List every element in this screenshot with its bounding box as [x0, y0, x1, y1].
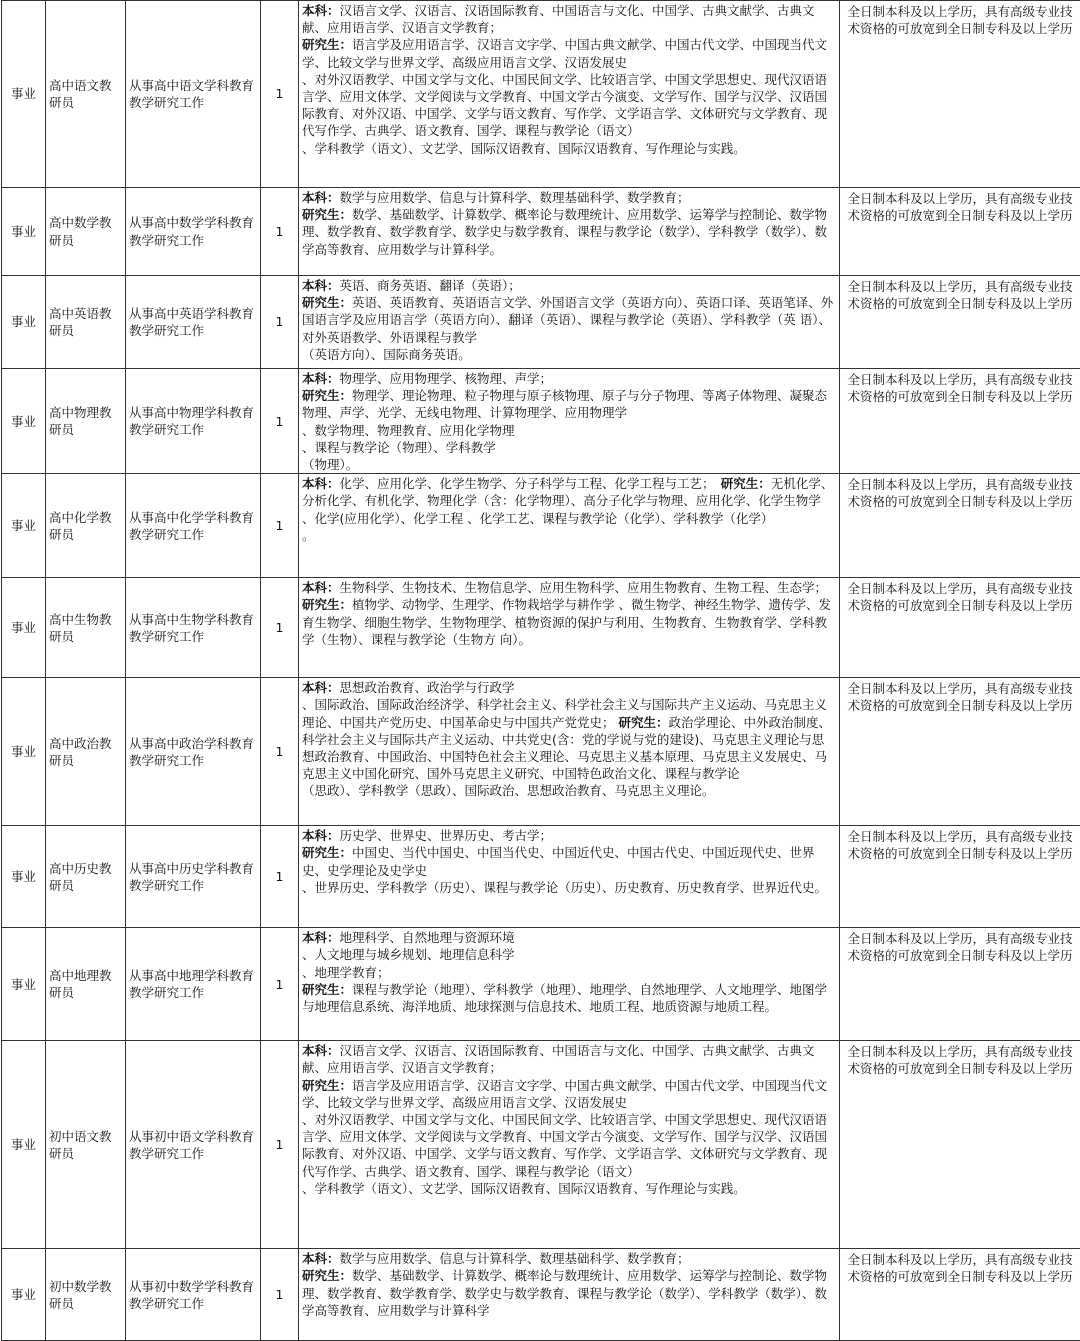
- major-extra-line: 、数学物理、物理教育、应用化学物理: [302, 422, 836, 439]
- undergrad-majors: 汉语言文学、汉语言、汉语国际教育、中国语言与文化、中国学、古典文献学、古典文献、应用语言学、汉语言文学教育；: [302, 3, 815, 35]
- employment-type: 事业: [2, 474, 46, 578]
- education-requirement: 全日制本科及以上学历，具有高级专业技术资格的可放宽到全日制专科及以上学历: [840, 1041, 1080, 1249]
- grad-label: 研究生：: [619, 715, 669, 730]
- undergrad-majors: 汉语言文学、汉语言、汉语国际教育、中国语言与文化、中国学、古典文献学、古典文献、应用语言学、汉语言文学教育；: [302, 1043, 815, 1075]
- major-requirements: [299, 1041, 840, 1249]
- hiring-count: 1: [261, 188, 299, 276]
- grad-line: [302, 596, 836, 648]
- post-duty: 从事高中化学学科教育教学研究工作: [126, 474, 261, 578]
- education-requirement: 全日制本科及以上学历，具有高级专业技术资格的可放宽到全日制专科及以上学历: [840, 1249, 1080, 1341]
- grad-line: [302, 844, 836, 878]
- employment-type: 事业: [2, 928, 46, 1041]
- major-requirements: [299, 928, 840, 1041]
- undergrad-line: [302, 929, 836, 946]
- post-duty: 从事高中语文学科教育教学研究工作: [126, 1, 261, 188]
- undergrad-majors-extra: 、国际政治、国际政治经济学、科学社会主义、科学社会主义与国际共产主义运动、马克思主义理论、中国共产党历史、中国革命史与中国共产党党史；: [302, 697, 827, 729]
- grad-majors: 课程与教学论（地理）、学科教学（地理）、地理学、自然地理学、人文地理学、地图学与地理信息系统、海洋地质、地球探测与信息技术、地质工程、地质资源与地质工程。: [302, 982, 827, 1014]
- grad-label: 研究生：: [302, 37, 352, 52]
- hiring-count: 1: [261, 1, 299, 188]
- major-extra-line: 。: [302, 527, 836, 544]
- undergrad-line: [302, 1042, 836, 1076]
- education-requirement: 全日制本科及以上学历，具有高级专业技术资格的可放宽到全日制专科及以上学历: [840, 578, 1080, 678]
- grad-line: [302, 36, 836, 70]
- grad-majors: 数学、基础数学、计算数学、概率论与数理统计、应用数学、运筹学与控制论、数学物理、数学教育、数学教育学、数学史与数学教育、课程与教学论（数学）、学科教学（数学）、数学高等教育、应用数学与计算科学: [302, 1268, 827, 1317]
- grad-line: [302, 387, 836, 421]
- post-duty: 从事高中生物学科教育教学研究工作: [126, 578, 261, 678]
- education-requirement: 全日制本科及以上学历，具有高级专业技术资格的可放宽到全日制专科及以上学历: [840, 369, 1080, 474]
- table-row: [2, 678, 1080, 826]
- post-name: 高中数学教研员: [46, 188, 126, 276]
- employment-type: 事业: [2, 826, 46, 928]
- major-extra-line: 、对外汉语教学、中国文学与文化、中国民间文学、比较语言学、中国文学思想史、现代汉语语言学、应用文体学、文学阅读与文学教育、中国文学古今演变、文学写作、国学与汉学、汉语国际教育、对外汉语、中国学、文学与语文教育、写作学、文学语言学、文体研究与文学教育、现代写作学、古典学、语文教育、国学、课程与教学论（语文）: [302, 71, 836, 140]
- education-requirement: 全日制本科及以上学历，具有高级专业技术资格的可放宽到全日制专科及以上学历: [840, 188, 1080, 276]
- grad-label: 研究生：: [302, 597, 352, 612]
- undergrad-line: [302, 579, 836, 596]
- major-requirements: [299, 188, 840, 276]
- major-requirements: [299, 369, 840, 474]
- hiring-count: 1: [261, 276, 299, 369]
- education-requirement: 全日制本科及以上学历，具有高级专业技术资格的可放宽到全日制专科及以上学历: [840, 826, 1080, 928]
- hiring-count: 1: [261, 826, 299, 928]
- undergrad-majors: 数学与应用数学、信息与计算科学、数理基础科学、数学教育；: [340, 190, 690, 205]
- post-duty: 从事高中物理学科教育教学研究工作: [126, 369, 261, 474]
- post-name: 高中语文教研员: [46, 1, 126, 188]
- post-name: 高中政治教研员: [46, 678, 126, 826]
- post-duty: 从事高中数学学科教育教学研究工作: [126, 188, 261, 276]
- undergrad-label: 本科：: [302, 930, 340, 945]
- undergrad-label: 本科：: [302, 580, 340, 595]
- table-row: [2, 928, 1080, 1041]
- education-requirement: 全日制本科及以上学历，具有高级专业技术资格的可放宽到全日制专科及以上学历: [840, 928, 1080, 1041]
- recruitment-table: [1, 0, 1080, 1341]
- undergrad-line: [302, 1250, 836, 1267]
- undergrad-label: 本科：: [302, 680, 340, 695]
- hiring-count: 1: [261, 578, 299, 678]
- employment-type: 事业: [2, 1249, 46, 1341]
- undergrad-label: 本科：: [302, 3, 340, 18]
- table-row: [2, 474, 1080, 578]
- major-extra-line: （思政）、学科教学（思政）、国际政治、思想政治教育、马克思主义理论。: [302, 782, 836, 799]
- undergrad-label: 本科：: [302, 476, 340, 491]
- post-duty: 从事高中政治学科教育教学研究工作: [126, 678, 261, 826]
- education-requirement: 全日制本科及以上学历，具有高级专业技术资格的可放宽到全日制专科及以上学历: [840, 276, 1080, 369]
- education-requirement: 全日制本科及以上学历，具有高级专业技术资格的可放宽到全日制专科及以上学历: [840, 678, 1080, 826]
- post-duty: 从事高中地理学科教育教学研究工作: [126, 928, 261, 1041]
- employment-type: 事业: [2, 276, 46, 369]
- undergrad-label: 本科：: [302, 1251, 340, 1266]
- table-row: [2, 1, 1080, 188]
- grad-line: [302, 981, 836, 1015]
- grad-label: 研究生：: [302, 982, 352, 997]
- undergrad-extra-line: 、地理学教育；: [302, 964, 836, 981]
- major-extra-line: （英语方向）、国际商务英语。: [302, 346, 836, 363]
- education-requirement: 全日制本科及以上学历，具有高级专业技术资格的可放宽到全日制专科及以上学历: [840, 1, 1080, 188]
- undergrad-extra-line: [302, 696, 836, 782]
- major-requirements: [299, 1249, 840, 1341]
- undergrad-label: 本科：: [302, 371, 340, 386]
- grad-label: 研究生：: [302, 295, 352, 310]
- grad-label: 研究生：: [302, 388, 352, 403]
- post-duty: 从事初中语文学科教育教学研究工作: [126, 1041, 261, 1249]
- major-extra-line: 、化学(应用化学）、化学工程 、化学工艺、课程与教学论（化学）、学科教学（化学）: [302, 510, 836, 527]
- employment-type: 事业: [2, 1, 46, 188]
- employment-type: 事业: [2, 578, 46, 678]
- undergrad-line: [302, 679, 836, 696]
- undergrad-line: [302, 827, 836, 844]
- grad-line: [302, 1077, 836, 1111]
- major-extra-line: 、世界历史、学科教学（历史）、课程与教学论（历史）、历史教育、历史教育学、世界近代史。: [302, 879, 836, 896]
- education-requirement: 全日制本科及以上学历，具有高级专业技术资格的可放宽到全日制专科及以上学历: [840, 474, 1080, 578]
- undergrad-majors: 物理学、应用物理学、核物理、声学；: [340, 371, 553, 386]
- table-row: [2, 1041, 1080, 1249]
- table-row: [2, 188, 1080, 276]
- grad-line: [302, 1267, 836, 1319]
- hiring-count: 1: [261, 369, 299, 474]
- table-row: [2, 369, 1080, 474]
- table-row: [2, 276, 1080, 369]
- hiring-count: 1: [261, 928, 299, 1041]
- undergrad-line: [302, 476, 721, 491]
- post-name: 高中历史教研员: [46, 826, 126, 928]
- hiring-count: 1: [261, 1249, 299, 1341]
- major-extra-line: 、课程与教学论（物理）、学科教学: [302, 439, 836, 456]
- hiring-count: 1: [261, 474, 299, 578]
- grad-label: 研究生：: [302, 207, 352, 222]
- employment-type: 事业: [2, 678, 46, 826]
- post-duty: 从事初中数学学科教育教学研究工作: [126, 1249, 261, 1341]
- grad-label: 研究生：: [302, 845, 352, 860]
- hiring-count: 1: [261, 1041, 299, 1249]
- table-row: [2, 578, 1080, 678]
- undergrad-extra-line: 、人文地理与城乡规划、地理信息科学: [302, 946, 836, 963]
- major-extra-line: 、对外汉语教学、中国文学与文化、中国民间文学、比较语言学、中国文学思想史、现代汉语语言学、应用文体学、文学阅读与文学教育、中国文学古今演变、文学写作、国学与汉学、汉语国际教育、对外汉语、中国学、文学与语文教育、写作学、文学语言学、文体研究与文学教育、现代写作学、古典学、语文教育、国学、课程与教学论（语文）: [302, 1111, 836, 1180]
- employment-type: 事业: [2, 188, 46, 276]
- undergrad-line: [302, 370, 836, 387]
- grad-majors: 物理学、理论物理、粒子物理与原子核物理、原子与分子物理、等离子体物理、凝聚态物理、声学、光学、无线电物理、计算物理学、应用物理学: [302, 388, 827, 420]
- post-name: 高中物理教研员: [46, 369, 126, 474]
- undergrad-majors: 生物科学、生物技术、生物信息学、应用生物科学、应用生物教育、生物工程、生态学；: [340, 580, 828, 595]
- undergrad-label: 本科：: [302, 1043, 340, 1058]
- undergrad-line: [302, 277, 836, 294]
- grad-line: [302, 206, 836, 258]
- major-requirements: [299, 826, 840, 928]
- undergrad-label: 本科：: [302, 190, 340, 205]
- post-name: 高中化学教研员: [46, 474, 126, 578]
- grad-majors: 英语、英语教育、英语语言文学、外国语言文学（英语方向）、英语口译、英语笔译、外国语言学及应用语言学（英语方向）、翻译（英语）、课程与教学论（英语）、学科教学（英 语）、对外英语教学、外语课程与教学: [302, 295, 833, 344]
- undergrad-label: 本科：: [302, 278, 340, 293]
- grad-line: [302, 294, 836, 346]
- grad-majors: 语言学及应用语言学、汉语言文字学、中国古典文献学、中国古代文学、中国现当代文学、比较文学与世界文学、高级应用语言文学、汉语发展史: [302, 37, 827, 69]
- employment-type: 事业: [2, 369, 46, 474]
- table-row: [2, 1249, 1080, 1341]
- undergrad-label: 本科：: [302, 828, 340, 843]
- post-name: 初中语文教研员: [46, 1041, 126, 1249]
- undergrad-majors: 数学与应用数学、信息与计算科学、数理基础科学、数学教育；: [340, 1251, 690, 1266]
- major-requirements: [299, 1, 840, 188]
- major-extra-line: 、学科教学（语文）、文艺学、国际汉语教育、国际汉语教育、写作理论与实践。: [302, 1180, 836, 1197]
- undergrad-line: [302, 189, 836, 206]
- grad-majors: 数学、基础数学、计算数学、概率论与数理统计、应用数学、运筹学与控制论、数学物理、数学教育、数学教育学、数学史与数学教育、课程与教学论（数学）、学科教学（数学）、数学高等教育、应用数学与计算科学。: [302, 207, 827, 256]
- undergrad-majors: 地理科学、自然地理与资源环境: [340, 930, 515, 945]
- major-requirements: [299, 474, 840, 578]
- major-extra-line: （物理）。: [302, 456, 836, 473]
- grad-majors: 政治学理论、中外政治制度、科学社会主义与国际共产主义运动、中共党史(含：党的学说与党的建设)、马克思主义理论与思想政治教育、中国政治、中国特色社会主义理论、马克思主义基本原理、马克思主义发展史、马克思主义中国化研究、国外马克思主义研究、中国特色政治文化、课程与教学论: [302, 715, 831, 782]
- undergrad-majors: 思想政治教育、政治学与行政学: [340, 680, 515, 695]
- hiring-count: 1: [261, 678, 299, 826]
- major-requirements: [299, 578, 840, 678]
- undergrad-line: [302, 2, 836, 36]
- undergrad-majors: 历史学、世界史、世界历史、考古学；: [340, 828, 553, 843]
- grad-majors: 中国史、当代中国史、中国当代史、中国近代史、中国古代史、中国近现代史、世界史、史学理论及史学史: [302, 845, 815, 877]
- post-name: 高中英语教研员: [46, 276, 126, 369]
- grad-majors: 植物学、动物学、生理学、作物栽培学与耕作学 、微生物学、神经生物学、遗传学、发育生物学、细胞生物学、生物物理学、植物资源的保护与利用、生物教育、生物教育学、学科教学（生物）、课程与教学论（生物方 向）。: [302, 597, 831, 646]
- major-requirements: [299, 678, 840, 826]
- grad-majors: 无机化学、分析化学、有机化学、物理化学（含：化学物理）、高分子化学与物理、应用化学、化学生物学: [302, 476, 833, 508]
- grad-label: 研究生：: [302, 1268, 352, 1283]
- post-name: 高中生物教研员: [46, 578, 126, 678]
- post-duty: 从事高中英语学科教育教学研究工作: [126, 276, 261, 369]
- grad-majors: 语言学及应用语言学、汉语言文字学、中国古典文献学、中国古代文学、中国现当代文学、比较文学与世界文学、高级应用语言文学、汉语发展史: [302, 1078, 827, 1110]
- grad-label: 研究生：: [721, 476, 771, 491]
- major-requirements: [299, 276, 840, 369]
- undergrad-majors: 化学、应用化学、化学生物学、分子科学与工程、化学工程与工艺；: [340, 476, 709, 491]
- major-extra-line: 、学科教学（语文）、文艺学、国际汉语教育、国际汉语教育、写作理论与实践。: [302, 140, 836, 157]
- post-duty: 从事高中历史学科教育教学研究工作: [126, 826, 261, 928]
- post-name: 高中地理教研员: [46, 928, 126, 1041]
- post-name: 初中数学教研员: [46, 1249, 126, 1341]
- grad-label: 研究生：: [302, 1078, 352, 1093]
- undergrad-majors: 英语、商务英语、翻译（英语）；: [340, 278, 521, 293]
- table-row: [2, 826, 1080, 928]
- employment-type: 事业: [2, 1041, 46, 1249]
